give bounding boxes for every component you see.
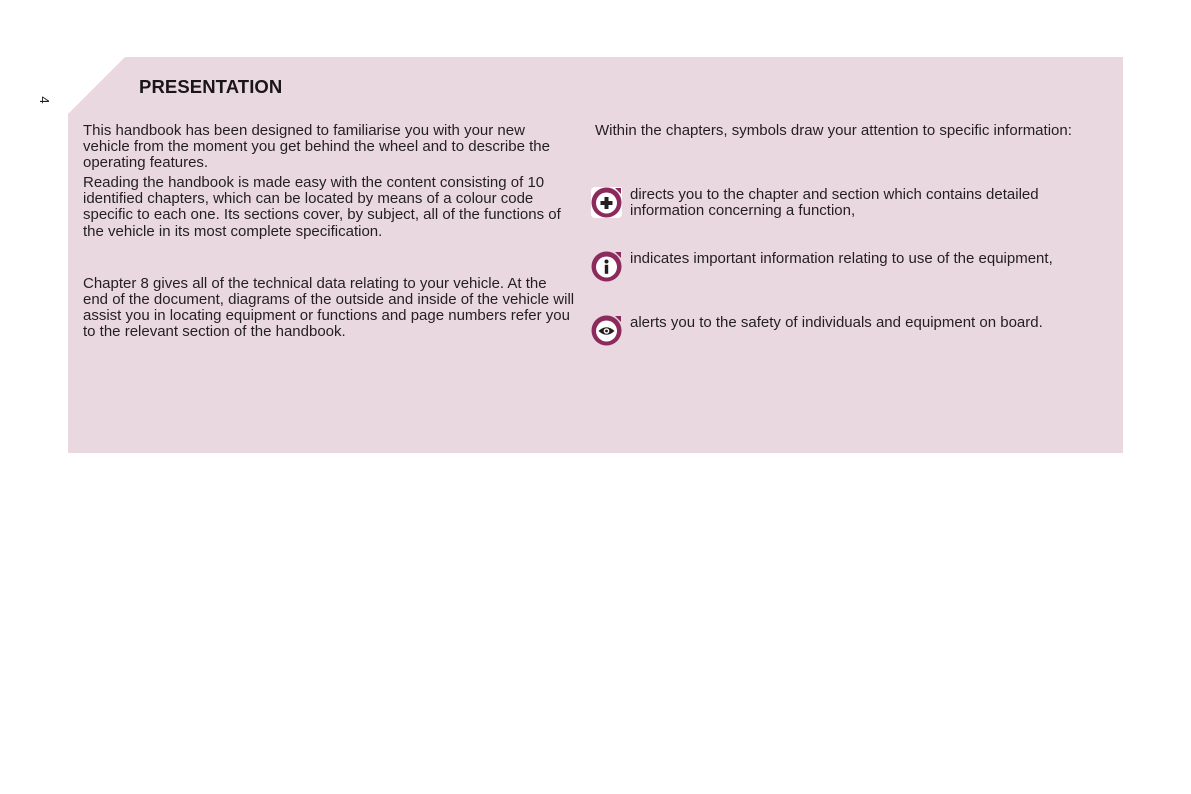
symbol-item-eye	[591, 315, 1111, 355]
symbols-intro: Within the chapters, symbols draw your attention to specific information:	[595, 122, 1072, 139]
plus-icon	[591, 187, 622, 218]
right-column	[595, 123, 1110, 139]
symbol-plus-text: directs you to the chapter and section which contains detailed information concerning a function,	[630, 186, 1039, 220]
reading-paragraph: Reading the handbook is made easy with the content consisting of 10 identified chapters, which can be located by means of a colour code specific to each one. Its sections cover, by subject, all of the functions of the vehicle in its most complete specification.	[83, 174, 561, 240]
symbol-eye-text: alerts you to the safety of individuals and equipment on board.	[630, 314, 1043, 331]
section-title: PRESENTATION	[139, 76, 283, 97]
symbol-item-info	[591, 251, 1111, 291]
intro-paragraph: This handbook has been designed to familiarise you with your new vehicle from the moment you get behind the wheel and to describe the operating features.	[83, 122, 550, 172]
info-icon	[591, 251, 622, 282]
chapter-8-paragraph: Chapter 8 gives all of the technical data relating to your vehicle. At the end of the document, diagrams of the outside and inside of the vehicle will assist you in locating equipment or functions and page numbers refer you to the relevant section of the handbook.	[83, 274, 575, 340]
symbol-item-plus	[591, 187, 1111, 227]
symbol-info-text: indicates important information relating to use of the equipment,	[630, 250, 1053, 267]
page-number: 4	[37, 96, 52, 104]
left-column	[83, 123, 575, 340]
eye-icon	[591, 315, 622, 346]
